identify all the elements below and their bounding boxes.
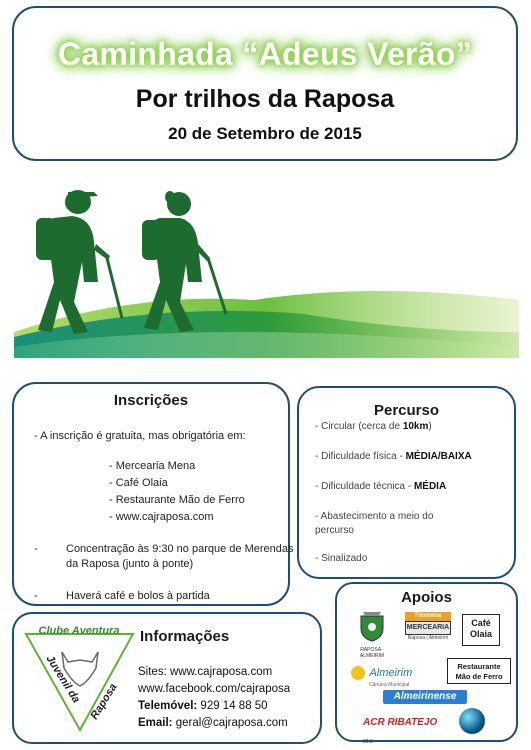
restaurante-logo: Restaurante Mão de Ferro [447, 658, 511, 684]
almeirinense-logo: Almeirinense [383, 690, 467, 704]
cafe-text: Haverá café e bolos à partida [66, 590, 210, 602]
percurso-abastecimento: - Abastecimento a meio do percurso [315, 511, 434, 536]
percurso-dificuldade-fisica: - Dificuldade física - MÉDIA/BAIXA [315, 451, 472, 462]
inscricoes-places-list [109, 459, 245, 527]
globe-icon [459, 708, 485, 734]
event-title: Caminhada “Adeus Verão” [57, 36, 473, 72]
info-facebook: www.facebook.com/cajraposa [138, 683, 291, 695]
radio-logo: ACR RIBATEJO 98.3 [363, 717, 438, 745]
inscricoes-box [12, 382, 294, 606]
inscricoes-intro: - A inscrição é gratuita, mas obrigatória em: [34, 430, 246, 442]
club-logo [22, 622, 137, 734]
freguesia-logo: RAPOSA · ALMEIRIM [353, 612, 391, 652]
percurso-heading: Percurso [373, 402, 440, 419]
camara-almeirim-logo: Almeirim Câmara Municipal [351, 664, 431, 688]
svg-text:Juvenil da: Juvenil da [43, 653, 83, 706]
list-item: - Restaurante Mão de Ferro [109, 494, 245, 506]
cafe-olaia-logo: Café Olaia [462, 614, 500, 646]
sun-icon [351, 666, 365, 680]
percurso-sinalizado: - Sinalizado [315, 553, 368, 564]
coat-of-arms-icon [353, 612, 391, 642]
percurso-box [297, 386, 516, 579]
percurso-circular: - Circular (cerca de 10km) [315, 421, 432, 432]
info-email: Email: geral@cajraposa.com [138, 717, 288, 729]
list-item: - Café Olaia [109, 477, 168, 489]
info-telemovel: Telemóvel: 929 14 88 50 [138, 700, 268, 712]
bullet-dash: - [34, 543, 38, 555]
hikers-illustration [14, 182, 519, 358]
apoios-box [335, 582, 518, 745]
info-sites: Sites: www.cajraposa.com [138, 666, 273, 678]
bullet-dash: - [34, 590, 38, 602]
apoios-heading: Apoios [401, 589, 452, 606]
informacoes-box [12, 612, 322, 744]
header-box [12, 6, 518, 161]
informacoes-heading: Informações [140, 628, 230, 645]
list-item: - www.cajraposa.com [109, 511, 214, 523]
inscricoes-heading: Inscrições [113, 392, 189, 409]
list-item: - Mercearia Mena [109, 460, 196, 472]
event-subtitle: Por trilhos da Raposa [135, 85, 395, 113]
event-date: 20 de Setembro de 2015 [168, 124, 362, 143]
percurso-dificuldade-tecnica: - Dificuldade técnica - MÉDIA [315, 481, 447, 492]
mercearia-logo: Filomena MERCEARIA Raposa | Almeirim [406, 613, 450, 641]
concentracao-text: Concentração às 9:30 no parque de Merendas da Raposa (junto à ponte) [66, 543, 294, 570]
svg-text:Raposa: Raposa [88, 681, 120, 722]
svg-text:Clube Aventura: Clube Aventura [38, 625, 120, 637]
